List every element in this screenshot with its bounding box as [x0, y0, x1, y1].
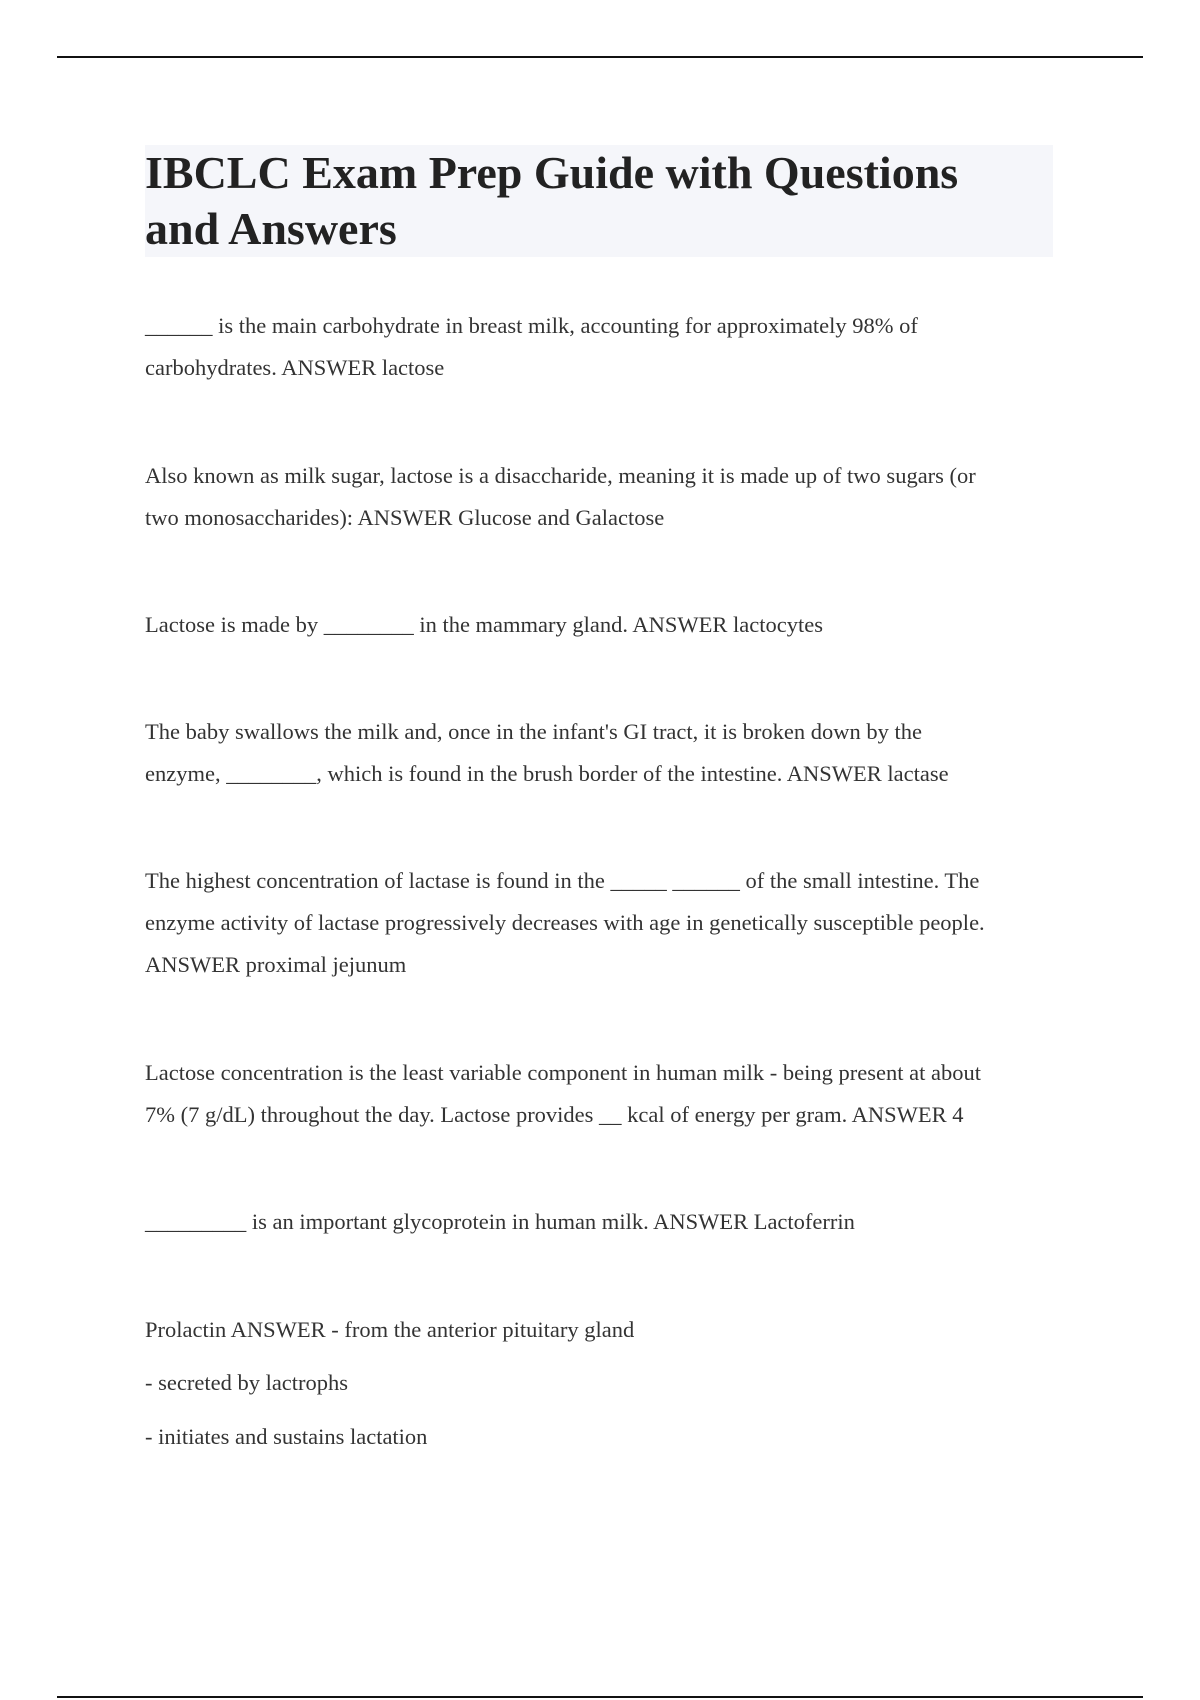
qa-item	[145, 305, 1065, 389]
qa-item	[145, 711, 1065, 795]
qa-line: The baby swallows the milk and, once in the infant's GI tract, it is broken down by the	[145, 719, 923, 744]
qa-line: ______ is the main carbohydrate in breast milk, accounting for approximately 98% of	[145, 313, 918, 338]
qa-item	[145, 1052, 1065, 1136]
qa-line: enzyme, ________, which is found in the brush border of the intestine. ANSWER lactase	[145, 761, 949, 786]
title-line: and Answers	[145, 203, 397, 254]
qa-line: ANSWER proximal jejunum	[145, 952, 407, 977]
top-rule	[57, 56, 1143, 58]
qa-item	[145, 860, 1065, 986]
qa-line: _________ is an important glycoprotein in human milk. ANSWER Lactoferrin	[145, 1209, 855, 1234]
bottom-rule	[57, 1696, 1143, 1698]
qa-line: Lactose is made by ________ in the mammary gland. ANSWER lactocytes	[145, 612, 823, 637]
title-block	[145, 145, 1053, 257]
qa-line: Lactose concentration is the least variable component in human milk - being present at about	[145, 1060, 981, 1085]
qa-item	[145, 455, 1065, 539]
title-line: IBCLC Exam Prep Guide with Questions	[145, 147, 959, 198]
qa-item	[145, 604, 1065, 646]
qa-line: The highest concentration of lactase is found in the _____ ______ of the small intestine. The	[145, 868, 980, 893]
page-title	[145, 145, 1053, 257]
list-item: - initiates and sustains lactation	[145, 1424, 428, 1449]
qa-line: 7% (7 g/dL) throughout the day. Lactose provides __ kcal of energy per gram. ANSWER 4	[145, 1102, 964, 1127]
qa-line: enzyme activity of lactase progressively decreases with age in genetically susceptible people.	[145, 910, 985, 935]
qa-line: carbohydrates. ANSWER lactose	[145, 355, 445, 380]
qa-line: two monosaccharides): ANSWER Glucose and Galactose	[145, 505, 665, 530]
prolactin-heading: Prolactin ANSWER - from the anterior pituitary gland	[145, 1317, 635, 1342]
list-item: - secreted by lactrophs	[145, 1370, 349, 1395]
qa-item	[145, 1201, 1065, 1243]
qa-line: Also known as milk sugar, lactose is a disaccharide, meaning it is made up of two sugars (or	[145, 463, 976, 488]
